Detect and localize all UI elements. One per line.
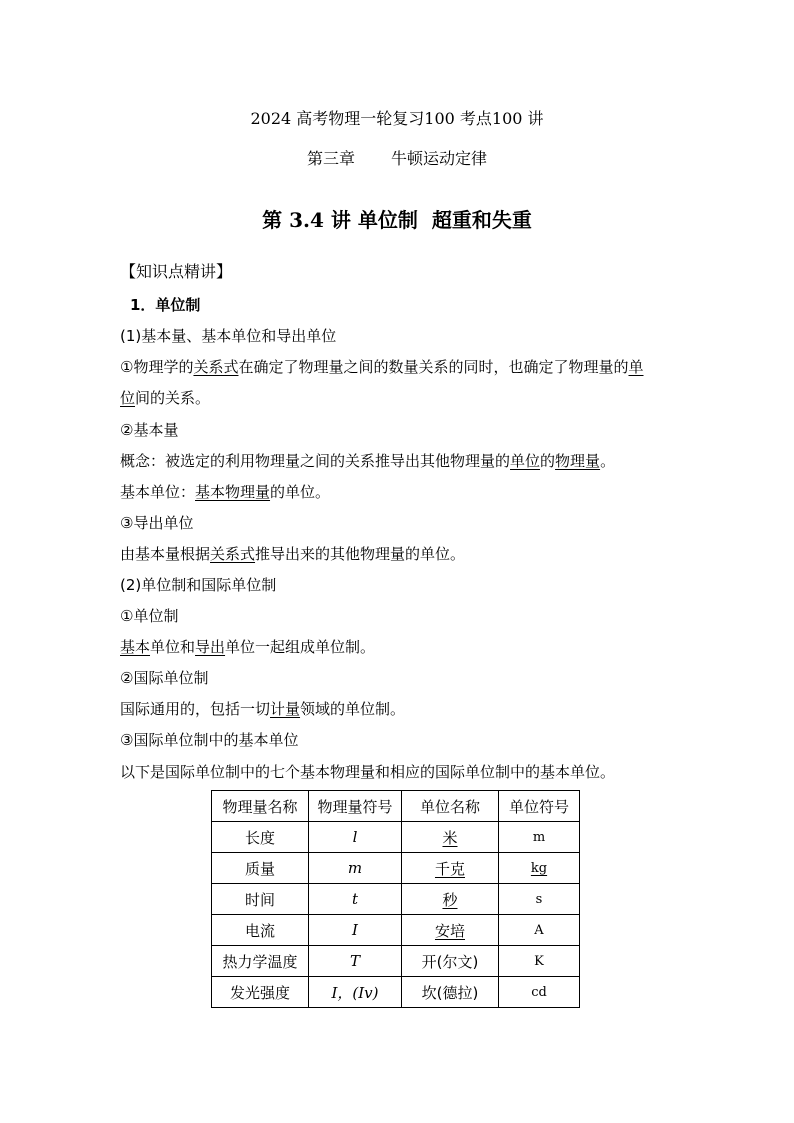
unit-name: 开(尔文) xyxy=(402,946,499,977)
subheading: ①单位制 xyxy=(120,607,179,625)
paragraph: 位间的关系。 xyxy=(120,389,211,407)
quantity-symbol: l xyxy=(309,822,402,853)
quantity-name: 长度 xyxy=(212,822,309,853)
si-base-units-table xyxy=(211,790,580,1008)
quantity-name: 热力学温度 xyxy=(212,946,309,977)
lecture-topic: 超重和失重 xyxy=(431,208,532,232)
subheading: (1)基本量、基本单位和导出单位 xyxy=(120,327,337,345)
table-row xyxy=(212,822,580,853)
quantity-name: 电流 xyxy=(212,915,309,946)
unit-name: 米 xyxy=(402,822,499,853)
quantity-name: 发光强度 xyxy=(212,977,309,1008)
chapter-heading xyxy=(0,146,794,169)
subheading: ②国际单位制 xyxy=(120,669,209,687)
unit-symbol: s xyxy=(499,884,580,915)
table-row xyxy=(212,977,580,1008)
section-heading: 【知识点精讲】 xyxy=(120,262,233,281)
unit-symbol: K xyxy=(499,946,580,977)
unit-name: 安培 xyxy=(402,915,499,946)
subheading: ③导出单位 xyxy=(120,514,194,532)
unit-name: 秒 xyxy=(402,884,499,915)
unit-symbol: cd xyxy=(499,977,580,1008)
subheading: ③国际单位制中的基本单位 xyxy=(120,731,299,749)
unit-symbol: kg xyxy=(499,853,580,884)
subheading: ②基本量 xyxy=(120,421,179,439)
quantity-symbol: m xyxy=(309,853,402,884)
unit-symbol: A xyxy=(499,915,580,946)
paragraph: 国际通用的，包括一切计量领域的单位制。 xyxy=(120,700,406,718)
quantity-symbol: t xyxy=(309,884,402,915)
quantity-name: 质量 xyxy=(212,853,309,884)
quantity-symbol: I，(Iv) xyxy=(309,977,402,1008)
chapter-number: 第三章 xyxy=(306,149,355,168)
lecture-number: 第 3.4 讲 单位制 xyxy=(262,208,418,232)
paragraph: 基本单位和导出单位一起组成单位制。 xyxy=(120,638,376,656)
paragraph: 概念：被选定的利用物理量之间的关系推导出其他物理量的单位的物理量。 xyxy=(120,452,616,470)
paragraph: ①物理学的关系式在确定了物理量之间的数量关系的同时，也确定了物理量的单 xyxy=(120,358,644,376)
quantity-name: 时间 xyxy=(212,884,309,915)
quantity-symbol: T xyxy=(309,946,402,977)
quantity-symbol: I xyxy=(309,915,402,946)
item-heading: 1．单位制 xyxy=(130,296,201,314)
table-row xyxy=(212,946,580,977)
column-header: 物理量名称 xyxy=(212,791,309,822)
column-header: 单位名称 xyxy=(402,791,499,822)
paragraph: 基本单位：基本物理量的单位。 xyxy=(120,483,331,501)
paragraph: 由基本量根据关系式推导出来的其他物理量的单位。 xyxy=(120,545,466,563)
table-row xyxy=(212,853,580,884)
series-title: 2024 高考物理一轮复习100 考点100 讲 xyxy=(250,109,544,128)
subheading: (2)单位制和国际单位制 xyxy=(120,576,277,594)
column-header: 单位符号 xyxy=(499,791,580,822)
unit-name: 千克 xyxy=(402,853,499,884)
column-header: 物理量符号 xyxy=(309,791,402,822)
chapter-name: 牛顿运动定律 xyxy=(391,149,488,168)
unit-symbol: m xyxy=(499,822,580,853)
table-header-row xyxy=(212,791,580,822)
paragraph: 以下是国际单位制中的七个基本物理量和相应的国际单位制中的基本单位。 xyxy=(120,763,616,781)
table-row xyxy=(212,915,580,946)
unit-name: 坎(德拉) xyxy=(402,977,499,1008)
lecture-title xyxy=(0,204,794,233)
table-row xyxy=(212,884,580,915)
